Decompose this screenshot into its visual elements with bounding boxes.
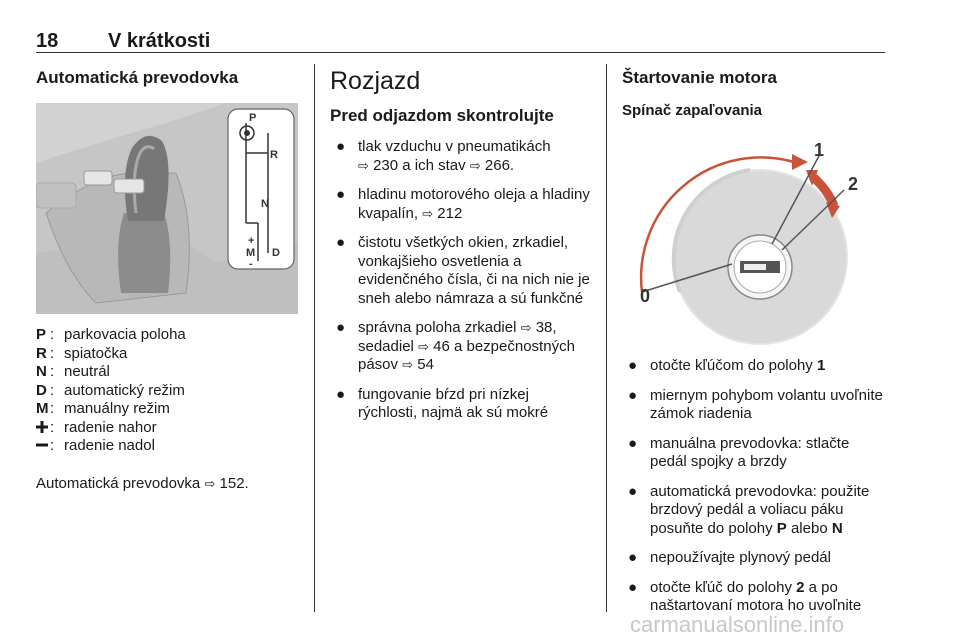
column-divider [606, 64, 607, 612]
legend-key: P [36, 326, 47, 343]
position-label-0: 0 [640, 286, 651, 306]
page-title: V krátkosti [108, 30, 211, 52]
legend-separator: : [50, 437, 55, 454]
item-text: 46 a bezpečnostných pásov [358, 337, 575, 373]
item-text: otočte kľúč do polohy [650, 578, 792, 596]
item-text: automatická prevodovka: použite brzdový pedál a voliacu páku posuňte do polohy [650, 482, 870, 537]
list-item [622, 435, 890, 472]
subsection-heading: Pred odjazdom skontrolujte [330, 106, 554, 125]
item-text: miernym pohybom volantu uvoľnite zámok riadenia [650, 386, 883, 422]
column-starting-engine [622, 60, 890, 627]
legend-key: D [36, 381, 47, 399]
legend-text: automatický režim [64, 381, 185, 399]
legend-separator: : [50, 344, 55, 362]
gear-label-r: R [270, 149, 278, 161]
bullet-icon: ● [336, 319, 346, 336]
legend-row [36, 419, 298, 438]
list-item [330, 319, 592, 375]
section-heading: Automatická prevodovka [36, 68, 239, 87]
item-text: tlak vzduchu v pneumatikách [358, 138, 551, 155]
reference-arrow-icon: ⇨ [358, 157, 369, 173]
position-label-1: 1 [814, 140, 825, 160]
bullet-icon: ● [336, 234, 346, 251]
column-automatic-transmission [36, 60, 298, 493]
item-text: čistotu všetkých okien, zrkadiel, vonkajšieho osvetlenia a evidenčného čísla, či na nich nie je sneh alebo námraza a sú funkčné [358, 234, 590, 307]
list-item [622, 357, 890, 376]
column-driving-off [330, 60, 592, 434]
legend-separator: : [50, 418, 55, 436]
legend-row [36, 363, 298, 382]
item-emphasis: 2 [796, 578, 805, 596]
legend-text: manuálny režim [64, 400, 170, 417]
item-text: 230 a ich stav [373, 156, 466, 174]
legend-row [36, 326, 298, 345]
list-item [622, 579, 890, 616]
reference-arrow-icon: ⇨ [402, 357, 414, 372]
bullet-icon: ● [336, 138, 346, 155]
column-divider [314, 64, 315, 612]
reference-arrow-icon: ⇨ [469, 157, 481, 173]
gear-legend [36, 326, 298, 456]
subsection-heading: Spínač zapaľovania [622, 102, 762, 119]
legend-row [36, 400, 298, 419]
item-text: 266. [484, 156, 515, 174]
gear-label-p: P [249, 112, 257, 124]
legend-key: N [36, 363, 47, 380]
legend-row [36, 437, 298, 456]
legend-key: R [36, 344, 47, 362]
gear-label-n: N [261, 198, 269, 210]
bullet-icon: ● [628, 434, 638, 452]
list-item [622, 549, 890, 568]
reference-arrow-icon: ⇨ [422, 205, 434, 221]
legend-row [36, 345, 298, 364]
list-item [622, 483, 890, 539]
page-header [36, 28, 885, 53]
section-heading: Štartovanie motora [622, 68, 777, 87]
ignition-switch-drawing [622, 132, 884, 347]
item-text: manuálna prevodovka: stlačte pedál spojky a brzdy [650, 434, 850, 470]
plus-icon [36, 419, 50, 438]
legend-row [36, 382, 298, 401]
list-item [330, 386, 592, 423]
item-text: alebo [790, 519, 828, 537]
item-text: 212 [437, 204, 463, 222]
item-text: a po naštartovaní motora ho uvoľnite [650, 578, 862, 614]
watermark: carmanualsonline.info [630, 612, 845, 637]
bullet-icon: ● [628, 386, 638, 404]
item-emphasis: P [776, 519, 787, 537]
reference-text: Automatická prevodovka [36, 474, 201, 492]
list-item [330, 138, 592, 175]
legend-separator: : [50, 381, 55, 399]
legend-text: neutrál [64, 363, 110, 380]
bullet-icon: ● [628, 549, 638, 566]
legend-separator: : [50, 363, 55, 380]
bullet-icon: ● [628, 357, 638, 374]
legend-text: radenie nahor [64, 418, 157, 436]
legend-text: spiatočka [64, 344, 128, 362]
legend-text: radenie nadol [64, 437, 155, 454]
gear-lever-illustration [36, 103, 298, 314]
gear-label-m: M [246, 247, 256, 259]
legend-key: M [36, 400, 49, 417]
bullet-icon: ● [628, 578, 638, 596]
bullet-icon: ● [336, 385, 346, 403]
section-heading: Rozjazd [330, 67, 421, 95]
legend-text: parkovacia poloha [64, 326, 186, 343]
item-emphasis: 1 [816, 357, 826, 374]
reference-paragraph [36, 475, 298, 494]
reference-page: 152. [219, 474, 249, 492]
item-text: nepoužívajte plynový pedál [650, 549, 831, 566]
checklist [330, 138, 592, 423]
legend-separator: : [50, 400, 55, 417]
item-text: 38, sedadiel [358, 319, 557, 355]
page-number: 18 [36, 30, 59, 52]
item-text: 54 [417, 356, 434, 373]
bullet-icon: ● [628, 482, 638, 500]
item-text: hladinu motorového oleja a hladiny kvapalín, [358, 186, 590, 222]
gear-label-d: D [272, 247, 280, 259]
item-text: otočte kľúčom do polohy [650, 357, 813, 374]
item-text: správna poloha zrkadiel [358, 319, 517, 336]
gear-label-minus: - [249, 258, 253, 270]
item-text: fungovanie bŕzd pri nízkej rýchlosti, najmä ak sú mokré [358, 385, 549, 421]
list-item [330, 234, 592, 308]
bullet-icon: ● [336, 186, 346, 203]
minus-icon [36, 437, 50, 456]
list-item [330, 186, 592, 223]
gear-lever-drawing [36, 103, 298, 314]
position-label-2: 2 [848, 174, 859, 194]
reference-arrow-icon: ⇨ [418, 338, 429, 354]
list-item [622, 387, 890, 424]
ignition-switch-illustration [622, 132, 884, 347]
legend-separator: : [50, 326, 55, 343]
gear-label-plus: + [248, 235, 255, 247]
reference-arrow-icon: ⇨ [204, 475, 216, 491]
item-emphasis: N [831, 519, 843, 537]
starting-steps [622, 357, 890, 616]
reference-arrow-icon: ⇨ [520, 320, 532, 335]
